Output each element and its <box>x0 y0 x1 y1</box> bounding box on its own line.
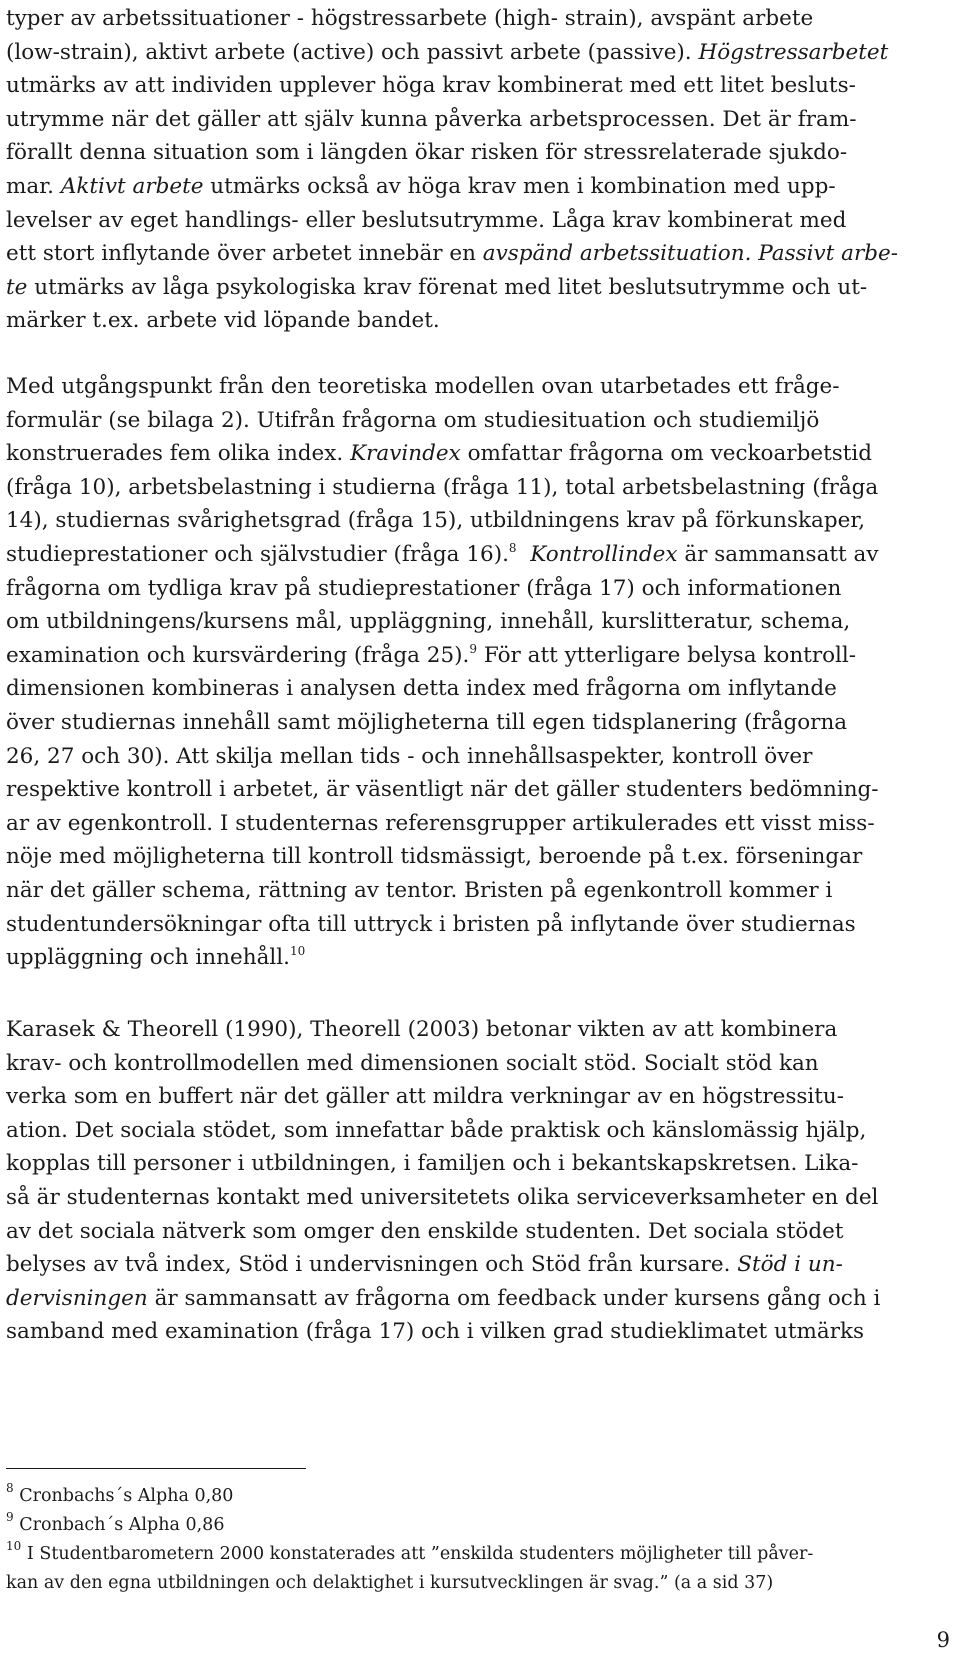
text-line: examination och kursvärdering (fråga 25).$^9$ För att ytterligare belysa kontroll- <box>6 641 857 668</box>
text-line: 14), studiernas svårighetsgrad (fråga 15), utbildningens krav på förkunskaper, <box>6 508 866 534</box>
paragraph-social-support <box>6 1013 931 1349</box>
paragraph-karasek-model <box>6 2 931 338</box>
footnote-separator <box>6 1468 306 1469</box>
text-line: över studiernas innehåll samt möjligheterna till egen tidsplanering (frågorna <box>6 709 848 735</box>
text-line: ar av egenkontroll. I studenternas referensgrupper artikulerades ett visst miss- <box>6 810 875 836</box>
text-line: kopplas till personer i utbildningen, i familjen och i bekantskapskretsen. Lika- <box>6 1151 859 1177</box>
text-line: verka som en buffert när det gäller att mildra verkningar av en högstressitu- <box>6 1084 845 1110</box>
footnote-9: $^9$ Cronbach´s Alpha 0,86 <box>6 1510 225 1535</box>
text-line: märker t.ex. arbete vid löpande bandet. <box>6 308 440 334</box>
text-line: respektive kontroll i arbetet, är väsentligt när det gäller studenters bedömning- <box>6 777 879 803</box>
text-line: krav- och kontrollmodellen med dimensionen socialt stöd. Socialt stöd kan <box>6 1050 819 1076</box>
text-line: när det gäller schema, rättning av tentor. Bristen på egenkontroll kommer i <box>6 877 833 903</box>
text-line: (low-strain), aktivt arbete (active) och passivt arbete (passive). Högstressarbetet <box>6 39 889 65</box>
text-line: studieprestationer och självstudier (fråga 16).$^8$ Kontrollindex är sammansatt av <box>6 540 879 567</box>
text-line: levelser av eget handlings- eller beslutsutrymme. Låga krav kombinerat med <box>6 207 847 233</box>
text-line: uppläggning och innehåll.$^{10}$ <box>6 944 306 971</box>
text-line: formulär (se bilaga 2). Utifrån frågorna om studiesituation och studiemiljö <box>6 407 820 433</box>
text-line: om utbildningens/kursens mål, uppläggning, innehåll, kurslitteratur, schema, <box>6 609 851 635</box>
footnotes <box>6 1482 936 1598</box>
text-line: Med utgångspunkt från den teoretiska modellen ovan utarbetades ett fråge- <box>6 374 840 399</box>
text-line: typer av arbetssituationer - högstressarbete (high- strain), avspänt arbete <box>6 6 814 31</box>
text-line: dimensionen kombineras i analysen detta index med frågorna om inflytande <box>6 676 837 702</box>
text-line: (fråga 10), arbetsbelastning i studierna (fråga 11), total arbetsbelastning (fråga <box>6 474 879 500</box>
footnote-8: $^8$ Cronbachs´s Alpha 0,80 <box>6 1481 234 1506</box>
text-line: förallt denna situation som i längden ökar risken för stressrelaterade sjukdo- <box>6 140 848 166</box>
footnote-ref-10[interactable]: 10 <box>289 944 306 959</box>
footnote-ref-8[interactable]: 8 <box>508 540 517 555</box>
text-line: utrymme när det gäller att själv kunna påverka arbetsprocessen. Det är fram- <box>6 106 857 132</box>
text-line: så är studenternas kontakt med universitetets olika serviceverksamheter en del <box>6 1184 879 1210</box>
text-line: ation. Det sociala stödet, som innefattar både praktisk och känslomässig hjälp, <box>6 1117 867 1143</box>
text-line: av det sociala nätverk som omger den enskilde studenten. Det sociala stödet <box>6 1218 844 1244</box>
paragraph-index-construction <box>6 370 931 975</box>
text-line: belyses av två index, Stöd i undervisningen och Stöd från kursare. Stöd i un- <box>6 1252 843 1278</box>
text-line: ett stort inflytande över arbetet innebär en avspänd arbetssituation. Passivt arbe- <box>6 241 899 267</box>
text-line: konstruerades fem olika index. Kravindex omfattar frågorna om veckoarbetstid <box>6 441 873 467</box>
text-line: studentundersökningar ofta till uttryck i bristen på inflytande över studiernas <box>6 911 856 937</box>
text-line: te utmärks av låga psykologiska krav förenat med litet beslutsutrymme och ut- <box>6 274 868 300</box>
footnote-ref-9[interactable]: 9 <box>469 641 477 656</box>
text-line: utmärks av att individen upplever höga krav kombinerat med ett litet besluts- <box>6 73 856 99</box>
footnote-10: $^{10}$ I Studentbarometern 2000 konstaterades att ”enskilda studenters möjligheter till påver- <box>6 1539 814 1564</box>
text-line: Karasek & Theorell (1990), Theorell (2003) betonar vikten av att kombinera <box>6 1017 838 1042</box>
text-line: dervisningen är sammansatt av frågorna om feedback under kursens gång och i <box>6 1285 881 1311</box>
text-line: samband med examination (fråga 17) och i vilken grad studieklimatet utmärks <box>6 1319 865 1345</box>
text-line: frågorna om tydliga krav på studieprestationer (fråga 17) och informationen <box>6 575 842 601</box>
page-number: 9 <box>936 1628 950 1652</box>
footnote-10-continued: kan av den egna utbildningen och delaktighet i kursutvecklingen är svag.” (a a sid 37) <box>6 1573 774 1593</box>
text-line: nöje med möjligheterna till kontroll tidsmässigt, beroende på t.ex. förseningar <box>6 844 863 870</box>
text-line: mar. Aktivt arbete utmärks också av höga krav men i kombination med upp- <box>6 173 836 199</box>
text-line: 26, 27 och 30). Att skilja mellan tids - och innehållsaspekter, kontroll över <box>6 743 813 769</box>
